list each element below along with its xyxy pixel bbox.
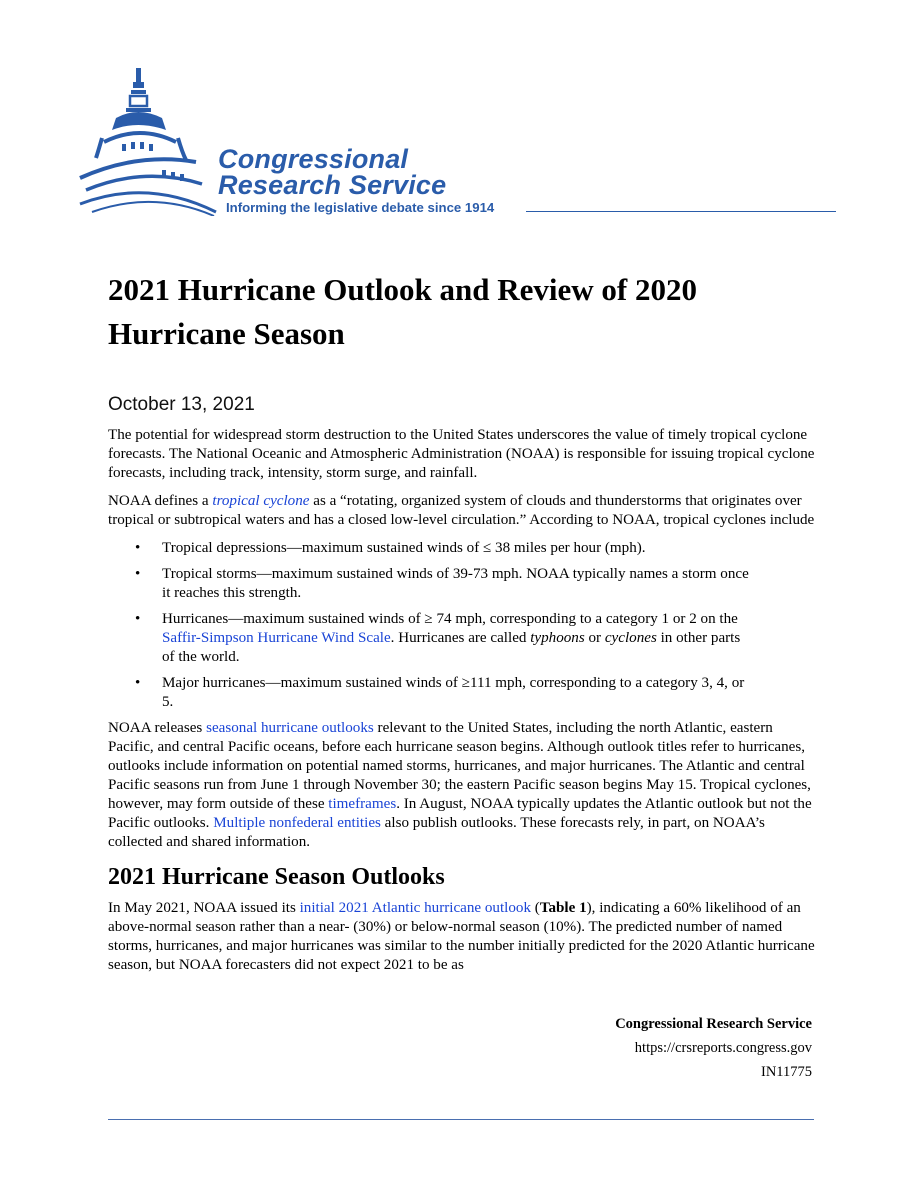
list-item-text: or <box>584 630 605 646</box>
page-footer <box>615 1012 812 1084</box>
outlook-text: ), indicating a 60% likelihood of an above-normal season rather than a near- (30%) or below-normal season (10%). The predicted number of named storms, hurricanes, and major hurricanes was similar to the number initially predicted for the 2020 Atlantic hurricane season, but NOAA forecasters did not expect 2021 to be as <box>108 900 815 973</box>
footer-report-id: IN11775 <box>760 1064 812 1080</box>
document-body <box>108 426 818 984</box>
saffir-simpson-link[interactable]: Saffir-Simpson Hurricane Wind Scale <box>162 630 391 646</box>
releases-text: . In August, NOAA typically updates the Atlantic outlook but not the Pacific outlooks. <box>108 796 812 831</box>
capitol-dome-icon <box>78 66 228 216</box>
outlook-paragraph <box>108 899 818 975</box>
outlook-releases-paragraph <box>108 719 818 852</box>
section-heading: 2021 Hurricane Season Outlooks <box>108 864 445 890</box>
footer-org: Congressional Research Service <box>615 1016 812 1032</box>
definition-paragraph <box>108 492 818 530</box>
list-item-text: in other parts of the world. <box>162 630 741 665</box>
definition-text-pre: NOAA defines a <box>108 493 213 509</box>
footer-url: https://crsreports.congress.gov <box>634 1040 812 1056</box>
footer-divider <box>108 1119 814 1120</box>
table-reference: Table 1 <box>539 900 587 916</box>
list-item: • Tropical depressions—maximum sustained winds of ≤ 38 miles per hour (mph). <box>162 539 752 558</box>
list-item: • Tropical storms—maximum sustained winds of 39-73 mph. NOAA typically names a storm once it reaches this strength. <box>162 565 752 603</box>
logo-divider <box>526 211 836 212</box>
list-item-text: Hurricanes—maximum sustained winds of ≥ 74 mph, corresponding to a category 1 or 2 on the <box>162 611 738 627</box>
cyclones-term: cyclones <box>604 630 657 646</box>
releases-text: relevant to the United States, including the north Atlantic, eastern Pacific, and central Pacific oceans, before each hurricane season begins. Although outlook titles refer to hurricanes, outlooks include information on potential named storms, hurricanes, and major hurricanes. The Atlantic and central Pacific seasons run from June 1 through November 30; the eastern Pacific season begins May 15. Tropical cyclones, however, may form outside of these <box>108 720 811 812</box>
logo-name-line1: Congressional <box>218 144 409 174</box>
tropical-cyclone-link[interactable]: tropical cyclone <box>212 493 310 509</box>
nonfederal-entities-link[interactable]: Multiple nonfederal entities <box>213 815 381 831</box>
logo-name-line2: Research Service <box>218 170 447 200</box>
initial-atlantic-outlook-link[interactable]: initial 2021 Atlantic hurricane outlook <box>299 900 531 916</box>
definition-text-post: as a “rotating, organized system of clouds and thunderstorms that originates over tropical or subtropical waters and has a closed low-level circulation.” According to NOAA, tropical cyclones include <box>108 493 815 528</box>
list-item <box>162 610 752 667</box>
document-date: October 13, 2021 <box>108 394 255 415</box>
seasonal-outlooks-link[interactable]: seasonal hurricane outlooks <box>206 720 374 736</box>
typhoons-term: typhoons <box>530 630 585 646</box>
releases-text: also publish outlooks. These forecasts rely, in part, on NOAA’s collected and shared information. <box>108 815 765 850</box>
releases-text: NOAA releases <box>108 720 207 736</box>
list-item-text: . Hurricanes are called <box>390 630 531 646</box>
timeframes-link[interactable]: timeframes <box>328 796 397 812</box>
document-title: 2021 Hurricane Outlook and Review of 2020 Hurricane Season <box>108 272 697 351</box>
logo-tagline: Informing the legislative debate since 1914 <box>226 200 495 215</box>
cyclone-types-list <box>108 539 818 712</box>
outlook-text: In May 2021, NOAA issued its <box>108 900 300 916</box>
list-item: • Major hurricanes—maximum sustained winds of ≥111 mph, corresponding to a category 3, 4, or 5. <box>162 674 752 712</box>
crs-logo <box>78 66 838 226</box>
outlook-text: ( <box>531 900 540 916</box>
intro-paragraph: The potential for widespread storm destruction to the United States underscores the value of timely tropical cyclone forecasts. The National Oceanic and Atmospheric Administration (NOAA) is responsible for issuing tropical cyclone forecasts, including track, intensity, storm surge, and rainfall. <box>108 427 815 481</box>
